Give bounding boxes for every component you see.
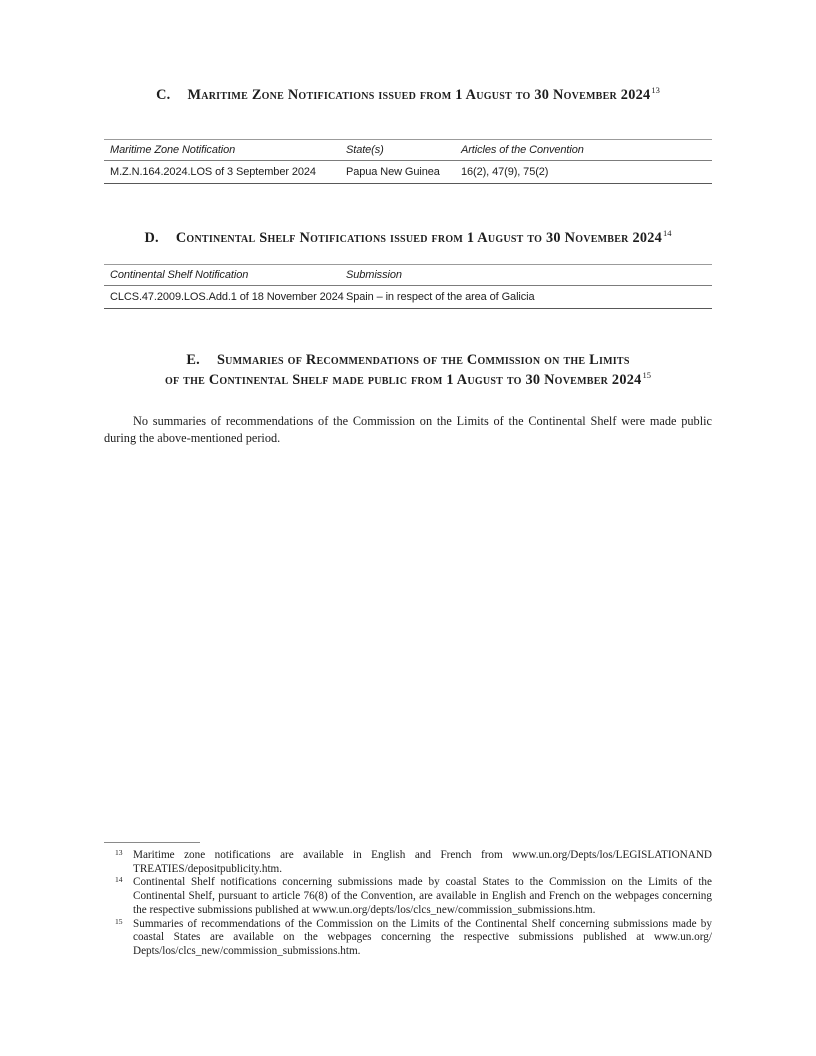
section-e-paragraph: No summaries of recommendations of the Commission on the Limits of the Continental Shelf were made public during the above-mentioned period.	[104, 414, 712, 445]
cell-articles: 16(2), 47(9), 75(2)	[461, 161, 712, 184]
footnote-marker: 15	[115, 916, 123, 926]
footnote-marker: 13	[115, 848, 123, 857]
footnote-ref-14: 14	[663, 228, 672, 239]
cell-submission: Spain – in respect of the area of Galicia	[346, 286, 712, 309]
section-d-letter: D.	[144, 230, 159, 246]
table-row	[104, 161, 712, 184]
footnote-item-15	[104, 918, 712, 959]
maritime-zone-table	[104, 139, 712, 184]
footnote-marker: 14	[115, 875, 123, 885]
section-c-heading	[104, 86, 712, 106]
section-e-letter: E.	[186, 352, 200, 368]
table-header-row	[104, 265, 712, 286]
col-header-shelf-notification: Continental Shelf Notification	[104, 265, 346, 286]
footnotes-block	[104, 842, 712, 959]
footnote-ref-15: 15	[642, 369, 652, 380]
section-d-heading	[104, 229, 712, 249]
footnote-text: Continental Shelf notifications concerning submissions made by coastal States to the Commission on the Limits of the Continental Shelf, pursuant to article 76(8) of the Convention, are available in English and French on the webpages concerning the respective submissions published at www.un.org/depts/los/clcs_new/commission_submissions.htm.	[133, 876, 712, 916]
footnote-text: Summaries of recommendations of the Commission on the Limits of the Continental Shelf concerning submissions made by coastal States are available on the webpages concerning the respective submissions published at www.un.org/​Depts/los/clcs_new/commission_submissions.htm.	[133, 917, 712, 957]
footnote-text: Maritime zone notifications are available in English and French from www.un.org/Depts/los/LEGISLATIONAND TREATIES/depositpublicity.htm.	[133, 849, 712, 875]
section-e-heading	[104, 351, 712, 390]
col-header-articles: Articles of the Convention	[461, 140, 712, 161]
cell-notification-id: M.Z.N.164.2024.LOS of 3 September 2024	[104, 161, 346, 184]
section-d-title: Continental Shelf Notifications issued from 1 August to 30 November 2024	[175, 230, 663, 246]
continental-shelf-table	[104, 264, 712, 309]
table-header-row	[104, 140, 712, 161]
col-header-states: State(s)	[346, 140, 461, 161]
section-c-title: Maritime Zone Notifications issued from 1 August to 30 November 2024	[187, 87, 651, 103]
section-e-title-line1: E. Summaries of Recommendations of the Commission on the Limits	[186, 352, 630, 368]
cell-notification-id: CLCS.47.2009.LOS.Add.1 of 18 November 2024	[104, 286, 346, 309]
section-c-letter: C.	[156, 87, 171, 103]
col-header-maritime-zone-notification: Maritime Zone Notification	[104, 140, 346, 161]
section-e-title-line2: of the Continental Shelf made public from 1 August to 30 November 2024$^{15}$	[164, 369, 652, 388]
footnote-item-14	[104, 876, 712, 917]
table-row	[104, 286, 712, 309]
footnote-ref-13: 13	[651, 85, 660, 96]
col-header-submission: Submission	[346, 265, 712, 286]
footnote-item-13	[104, 849, 712, 876]
footnote-separator	[104, 842, 200, 843]
cell-state: Papua New Guinea	[346, 161, 461, 184]
